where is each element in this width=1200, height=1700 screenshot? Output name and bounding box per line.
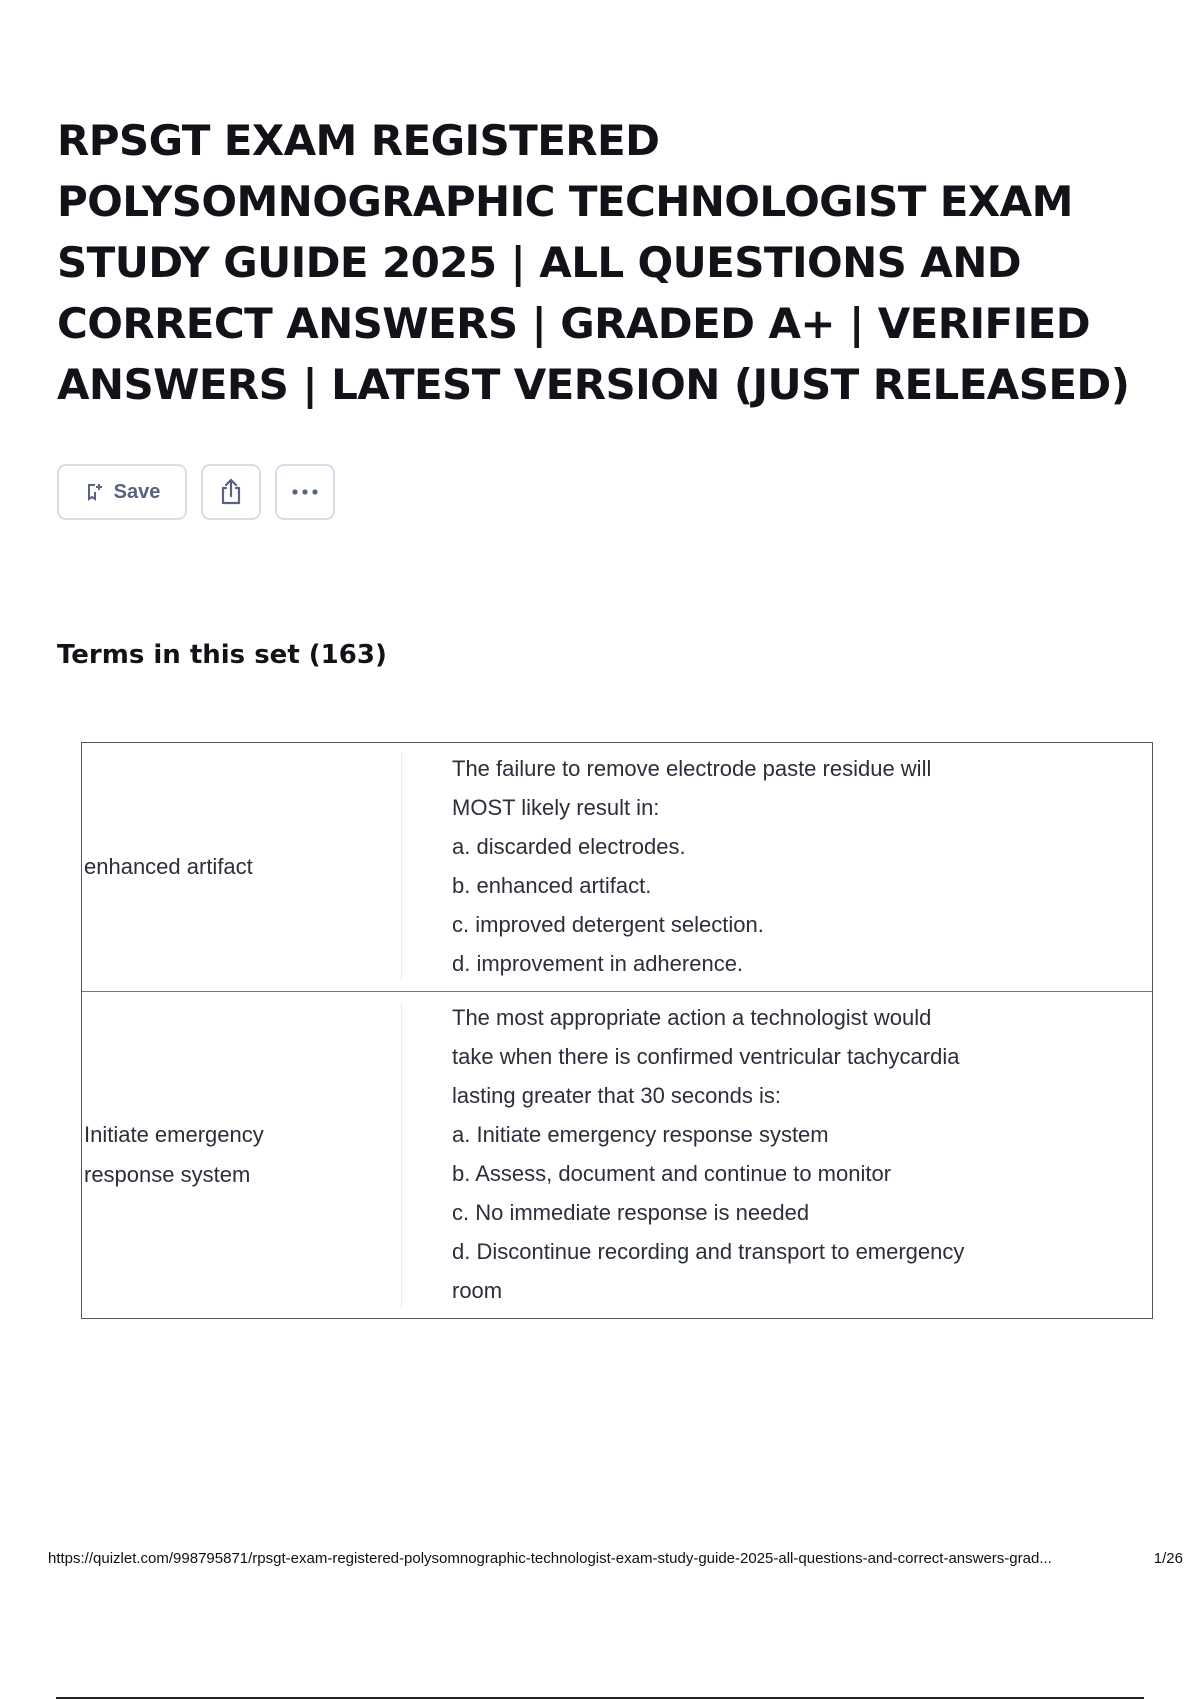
terms-heading: Terms in this set (163)	[57, 640, 387, 670]
definition-line: a. discarded electrodes.	[452, 834, 686, 859]
page-url: https://quizlet.com/998795871/rpsgt-exam-registered-polysomnographic-technologist-exam-study-guide-2025-all-questions-and-correct-answers-grad...	[48, 1550, 1052, 1567]
definition-line: The most appropriate action a technologist would	[452, 1005, 932, 1030]
definition-line: d. improvement in adherence.	[452, 951, 744, 976]
page-number: 1/26	[1153, 1550, 1183, 1567]
term-row	[82, 992, 1152, 1318]
term-cell	[82, 1002, 402, 1308]
definition-line: take when there is confirmed ventricular tachycardia	[452, 1044, 960, 1069]
definition-cell	[402, 992, 964, 1318]
more-options-button[interactable]	[275, 464, 335, 520]
definition-line: The failure to remove electrode paste residue will	[452, 756, 932, 781]
share-button[interactable]	[201, 464, 261, 520]
share-icon	[217, 477, 245, 507]
definition-line: room	[452, 1278, 503, 1303]
more-dots-icon	[291, 488, 319, 496]
definition-line: lasting greater that 30 seconds is:	[452, 1083, 781, 1108]
definition-line: c. improved detergent selection.	[452, 912, 764, 937]
divider	[56, 1697, 1144, 1699]
definition-line: d. Discontinue recording and transport to emergency	[452, 1239, 965, 1264]
definition-cell	[402, 743, 931, 991]
save-button[interactable]	[57, 464, 187, 520]
terms-table	[81, 742, 1153, 1319]
definition-line: b. Assess, document and continue to monitor	[452, 1161, 892, 1186]
term-text: Initiate emergency	[84, 1122, 264, 1147]
save-button-label: Save	[113, 480, 161, 503]
definition-line: a. Initiate emergency response system	[452, 1122, 829, 1147]
term-text: response system	[84, 1162, 251, 1187]
action-bar	[57, 464, 335, 520]
term-cell	[82, 753, 402, 981]
term-row	[82, 743, 1152, 992]
page-title: RPSGT EXAM REGISTERED POLYSOMNOGRAPHIC TECHNOLOGIST EXAM STUDY GUIDE 2025 | ALL QUESTIONS AND CORRECT ANSWERS | GRADED A+ | VERIFIED ANSWERS | LATEST VERSION (JUST RELEASED)	[57, 116, 1130, 409]
term-text: enhanced artifact	[84, 854, 253, 879]
definition-line: c. No immediate response is needed	[452, 1200, 810, 1225]
definition-line: b. enhanced artifact.	[452, 873, 652, 898]
bookmark-add-icon	[84, 482, 104, 502]
definition-line: MOST likely result in:	[452, 795, 660, 820]
